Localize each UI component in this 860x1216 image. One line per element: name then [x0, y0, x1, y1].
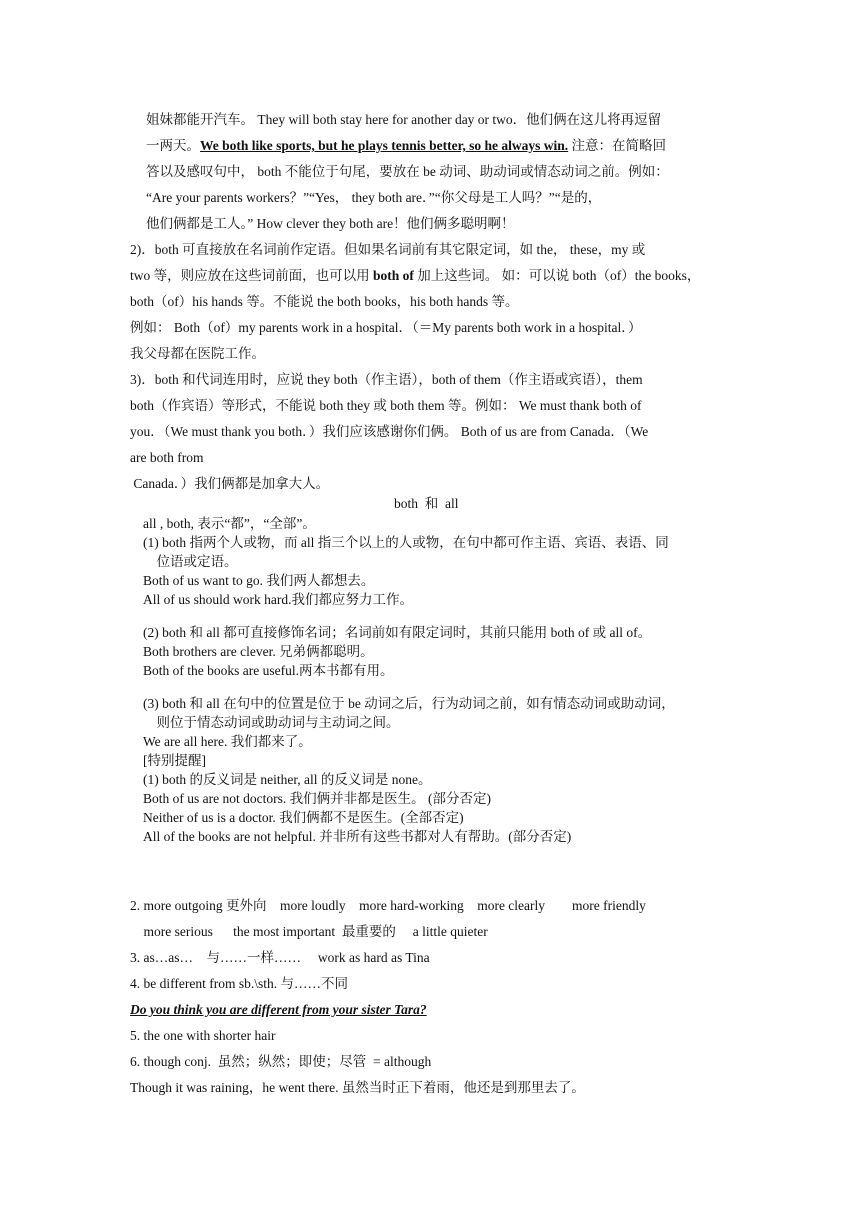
text-line: both（作宾语）等形式，不能说 both they 或 both them 等。例如： We must thank both of	[130, 398, 642, 413]
vocab-item: 3. as…as… 与……一样…… work as hard as Tina	[130, 950, 430, 965]
paragraph-both-attributive	[130, 237, 700, 367]
text-line: (2) both 和 all 都可直接修饰名词；名词前如有限定词时，其前只能用 both of 或 all of。	[143, 625, 652, 640]
text-line: All of us should work hard.我们都应努力工作。	[143, 592, 413, 607]
text-line: 则位于情态动词或助动词与主动词之间。	[143, 715, 400, 730]
example-sentence: Though it was raining，he went there. 虽然当时正下着雨，他还是到那里去了。	[130, 1080, 585, 1095]
text-line: 姐妹都能开汽车。 They will both stay here for another day or two．他们俩在这儿将再逗留	[146, 112, 662, 127]
paragraph-both-note	[146, 107, 669, 237]
paragraph-both-pronoun	[130, 367, 648, 497]
text-line: Both of the books are useful.两本书都有用。	[143, 663, 394, 678]
text-line: Both brothers are clever. 兄弟俩都聪明。	[143, 644, 374, 659]
text-line: (1) both 的反义词是 neither, all 的反义词是 none。	[143, 772, 432, 787]
text-line: all , both, 表示“都”，“全部”。	[143, 516, 316, 531]
text-line	[130, 263, 700, 289]
text-line: “Are your parents workers？”“Yes， they both are．”“你父母是工人吗？”“是的，	[146, 190, 602, 205]
text-line: both（of）his hands 等。不能说 the both books，his both hands 等。	[130, 294, 519, 309]
text-line: 位语或定语。	[143, 554, 238, 569]
text-line	[146, 133, 669, 159]
text-line: We are all here. 我们都来了。	[143, 734, 312, 749]
text-line: [特别提醒]	[143, 753, 206, 768]
text-segment: 一两天。	[146, 138, 200, 153]
text-segment: two 等，则应放在这些词前面，也可以用	[130, 268, 373, 283]
vocab-item: more serious the most important 最重要的 a little quieter	[130, 924, 488, 939]
vocabulary-list	[130, 893, 646, 1101]
text-segment: 注意：在简略回	[568, 138, 667, 153]
text-line: Canada．）我们俩都是加拿大人。	[130, 476, 330, 491]
text-line: 3)．both 和代词连用时，应说 they both（作主语），both of them（作主语或宾语），them	[130, 372, 643, 387]
text-line: 他们俩都是工人。” How clever they both are！他们俩多聪明啊！	[146, 216, 515, 231]
text-line: All of the books are not helpful. 并非所有这些书都对人有帮助。(部分否定)	[143, 829, 572, 844]
vocab-item: 2. more outgoing 更外向 more loudly more hard-working more clearly more friendly	[130, 898, 646, 913]
example-question: Do you think you are different from your sister Tara?	[130, 1002, 427, 1017]
bold-term: both of	[373, 268, 414, 283]
text-line: 我父母都在医院工作。	[130, 346, 265, 361]
text-line: 例如： Both（of）my parents work in a hospital．（＝My parents both work in a hospital．）	[130, 320, 642, 335]
both-all-explanation	[143, 514, 675, 846]
text-line: Neither of us is a doctor. 我们俩都不是医生。(全部否定)	[143, 810, 464, 825]
vocab-item: 5. the one with shorter hair	[130, 1028, 276, 1043]
text-line: (3) both 和 all 在句中的位置是位于 be 动词之后，行为动词之前，如有情态动词或助动词，	[143, 696, 675, 711]
text-line: 2)．both 可直接放在名词前作定语。但如果名词前有其它限定词，如 the， these，my 或	[130, 242, 646, 257]
section-heading: both 和 all	[394, 496, 459, 511]
text-line: you．（We must thank you both．）我们应该感谢你们俩。 Both of us are from Canada．（We	[130, 424, 649, 439]
blank-line	[143, 680, 675, 694]
underlined-example: We both like sports, but he plays tennis better, so he always win.	[200, 138, 569, 153]
text-segment: 加上这些词。 如：可以说 both（of）the books，	[413, 268, 701, 283]
text-line: Both of us are not doctors. 我们俩并非都是医生。 (部分否定)	[143, 791, 491, 806]
blank-line	[143, 609, 675, 623]
vocab-item: 4. be different from sb.\sth. 与……不同	[130, 976, 348, 991]
text-line: 答以及感叹句中， both 不能位于句尾，要放在 be 动词、助动词或情态动词之前。例如：	[146, 164, 669, 179]
text-line: are both from	[130, 450, 204, 465]
text-line: (1) both 指两个人或物，而 all 指三个以上的人或物，在句中都可作主语、宾语、表语、同	[143, 535, 669, 550]
vocab-item: 6. though conj. 虽然；纵然；即使；尽管 = although	[130, 1054, 432, 1069]
text-line: Both of us want to go. 我们两人都想去。	[143, 573, 375, 588]
